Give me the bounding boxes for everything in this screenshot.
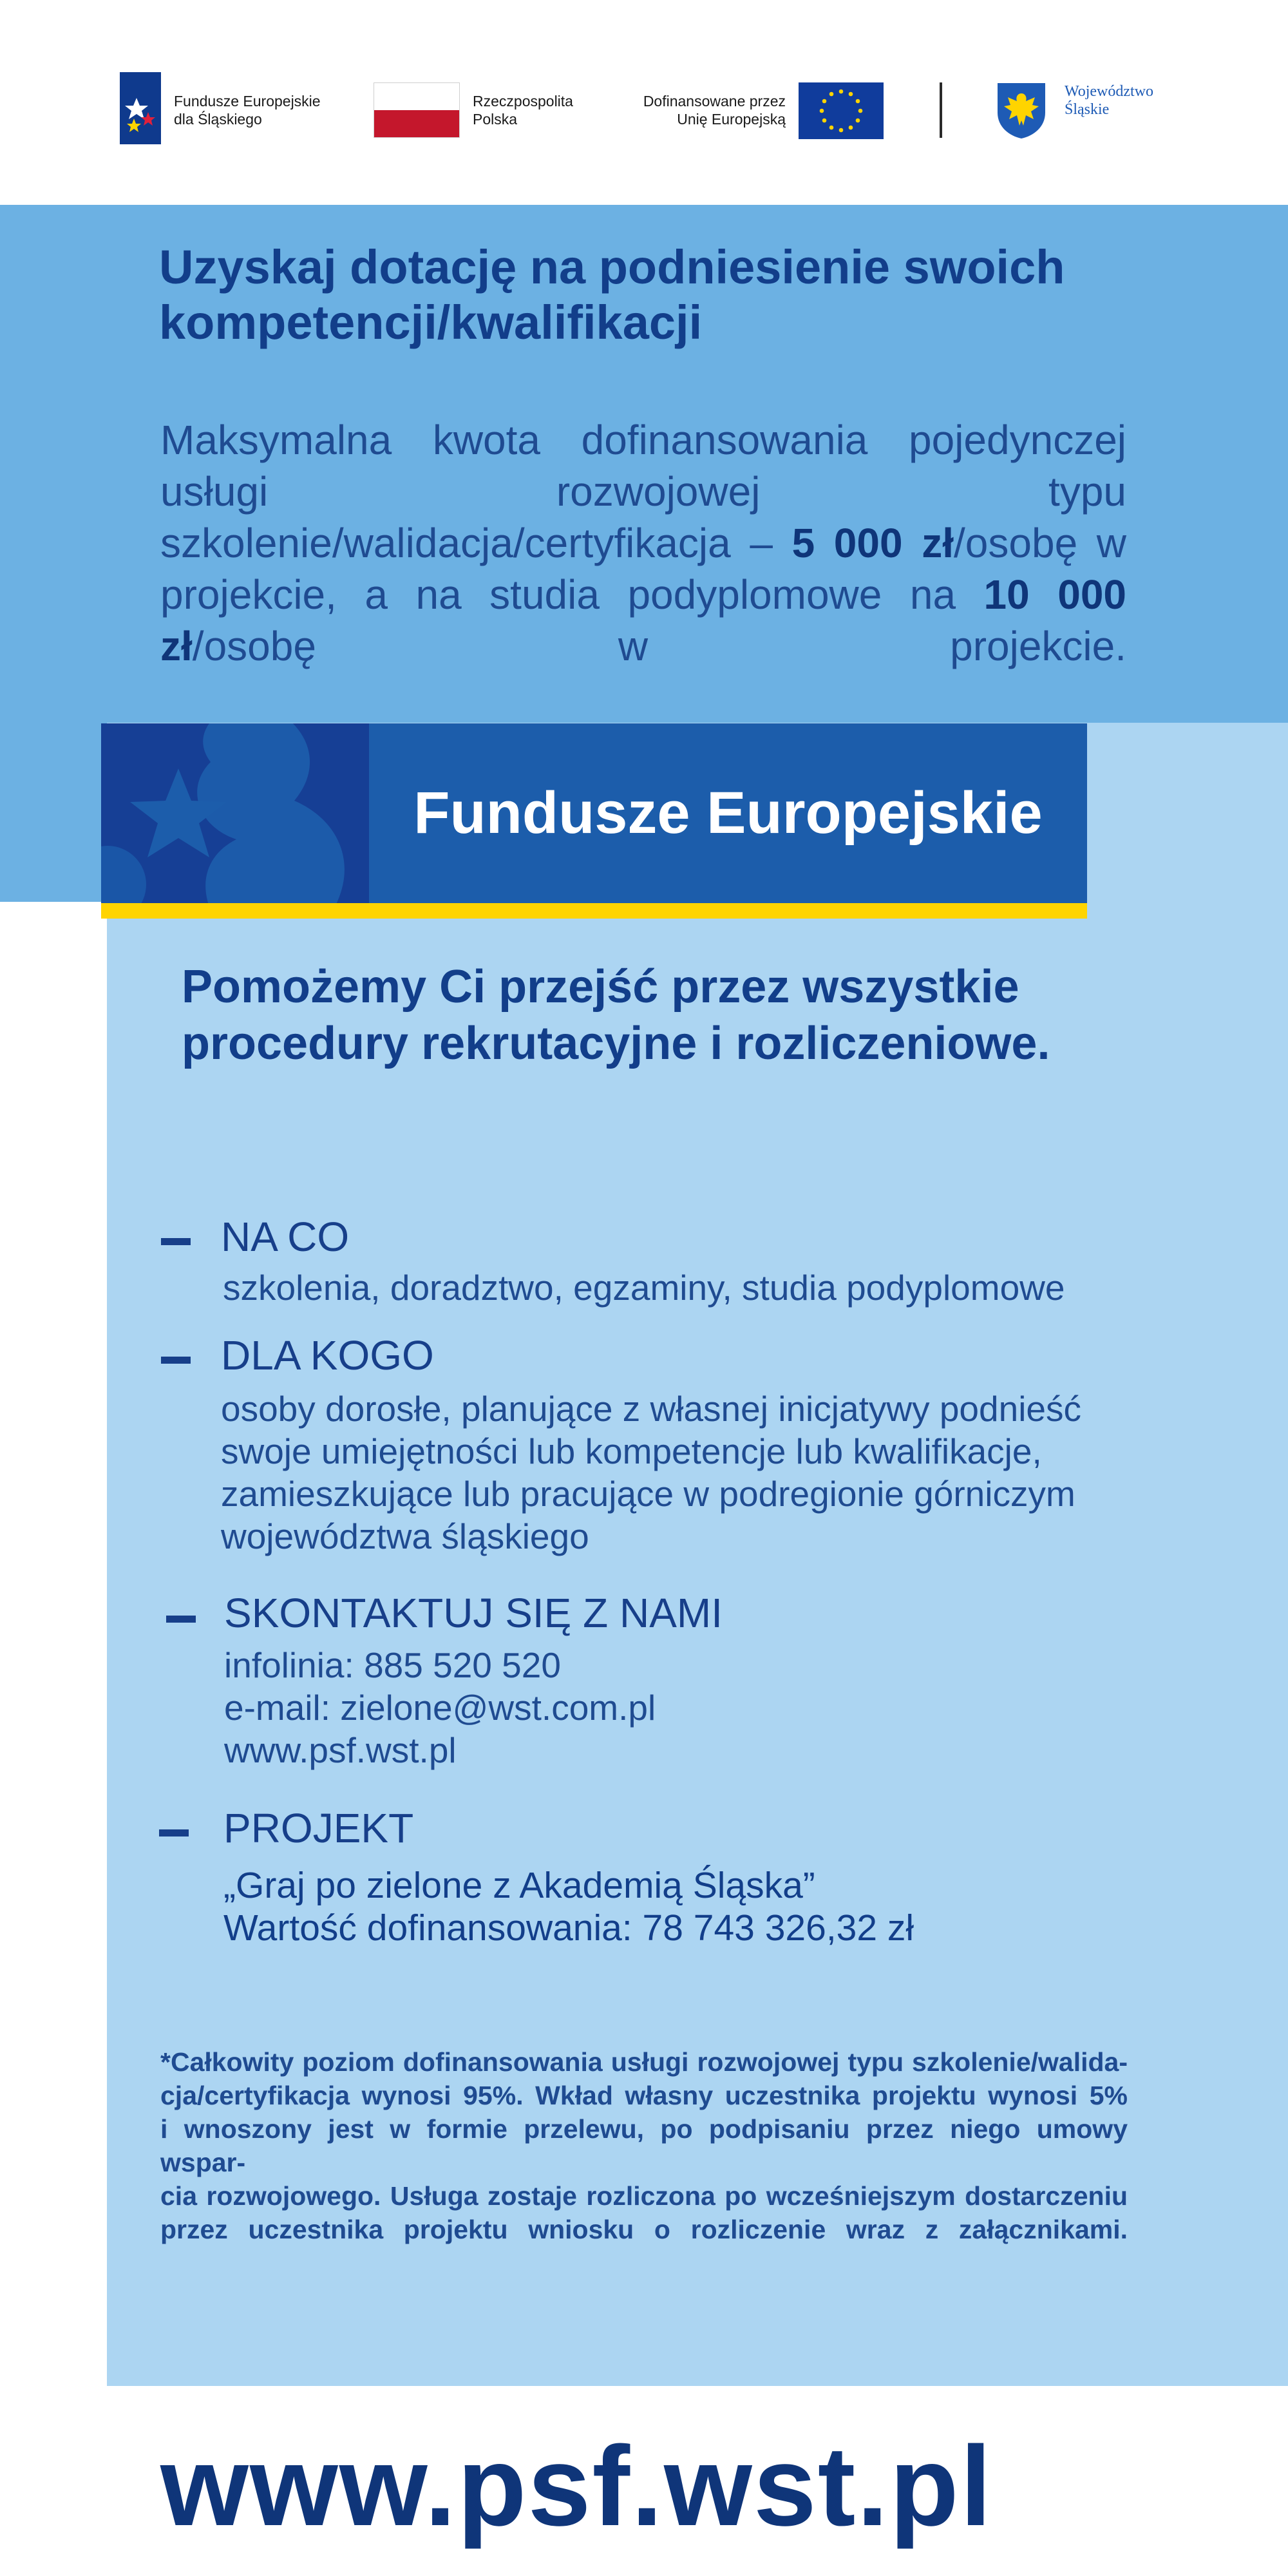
intro-amount-1: 5 000 zł bbox=[791, 520, 954, 566]
headline bbox=[159, 240, 1132, 350]
kontakt-body bbox=[224, 1644, 1177, 1771]
kontakt-dash bbox=[166, 1616, 196, 1623]
intro-amount-2: 10 000 zł bbox=[160, 571, 1127, 669]
fundusze-europejskie-logo-icon bbox=[120, 72, 161, 144]
naco-title: NA CO bbox=[221, 1214, 350, 1260]
dlakogo-line-3: zamieszkujące lub pracujące w podregionie górniczym bbox=[221, 1474, 1075, 1514]
intro-text-1: Maksymalna kwota dofinansowania pojedynczej usługi rozwojowej typu szkolenie/walidacja/certyfikacja – bbox=[160, 417, 1126, 566]
projekt-name: „Graj po zielone z Akademią Śląska” bbox=[223, 1865, 815, 1906]
eu-logo-line-1: Dofinansowane przez bbox=[643, 93, 786, 110]
rp-logo-line-2: Polska bbox=[473, 111, 518, 128]
dlakogo-line-1: osoby dorosłe, planujące z własnej inicjatywy podnieść bbox=[221, 1389, 1082, 1429]
kontakt-phone: infolinia: 885 520 520 bbox=[224, 1645, 561, 1685]
footnote-line-3: i wnoszony jest w formie przelewu, po podpisaniu przez niego umowy wspar- bbox=[160, 2114, 1128, 2177]
footnote bbox=[160, 2045, 1128, 2246]
intro-text-2: /osobę w projekcie, a na studia podyplomowe na bbox=[160, 520, 1127, 618]
projekt-body bbox=[223, 1864, 1177, 1949]
dlakogo-line-2: swoje umiejętności lub kompetencje lub kwalifikacje, bbox=[221, 1431, 1042, 1471]
footnote-line-4: cia rozwojowego. Usługa zostaje rozliczona po wcześniejszym dostarczeniu bbox=[160, 2181, 1128, 2211]
header-logos bbox=[0, 0, 1288, 205]
naco-body bbox=[223, 1266, 1176, 1309]
naco-line-1: szkolenia, doradztwo, egzaminy, studia podyplomowe bbox=[223, 1268, 1065, 1308]
fe-logo-line-1: Fundusze Europejskie bbox=[174, 93, 321, 110]
projekt-dash bbox=[159, 1829, 189, 1837]
rp-logo-line-1: Rzeczpospolita bbox=[473, 93, 573, 110]
region-logo-text bbox=[1065, 82, 1153, 119]
lead-statement bbox=[182, 959, 1148, 1072]
dlakogo-body bbox=[221, 1388, 1174, 1558]
fe-logo-text bbox=[174, 92, 321, 128]
projekt-title: PROJEKT bbox=[223, 1805, 414, 1851]
intro-paragraph bbox=[160, 414, 1126, 672]
lead-line-1: Pomożemy Ci przejść przez wszystkie bbox=[182, 961, 1019, 1013]
dlakogo-line-4: województwa śląskiego bbox=[221, 1516, 589, 1556]
kontakt-email[interactable]: e-mail: zielone@wst.com.pl bbox=[224, 1688, 656, 1728]
region-logo-line-1: Województwo bbox=[1065, 83, 1154, 100]
naco-dash bbox=[161, 1238, 191, 1245]
eu-logo-line-2: Unię Europejską bbox=[677, 111, 786, 128]
logo-separator bbox=[940, 82, 942, 138]
intro-text-3: /osobę w projekcie. bbox=[192, 623, 1126, 669]
headline-line-1: Uzyskaj dotację na podniesienie swoich bbox=[159, 240, 1065, 294]
fe-stars-decoration-icon bbox=[101, 723, 369, 903]
site-url-link[interactable]: www.psf.wst.pl bbox=[160, 2423, 993, 2550]
eu-logo-text bbox=[605, 92, 786, 128]
projekt-value: Wartość dofinansowania: 78 743 326,32 zł bbox=[223, 1907, 914, 1949]
footnote-line-2: cja/certyfikacja wynosi 95%. Wkład własny uczestnika projektu wynosi 5% bbox=[160, 2081, 1128, 2110]
fe-banner-yellow-stripe bbox=[101, 903, 1087, 919]
footnote-line-1: *Całkowity poziom dofinansowania usługi rozwojowej typu szkolenie/walida- bbox=[160, 2047, 1128, 2077]
lead-line-2: procedury rekrutacyjne i rozliczeniowe. bbox=[182, 1018, 1050, 1069]
dlakogo-dash bbox=[161, 1357, 191, 1364]
band-overlap bbox=[0, 723, 107, 902]
region-logo-line-2: Śląskie bbox=[1065, 101, 1110, 118]
silesia-eagle-crest-icon bbox=[995, 81, 1048, 140]
fe-logo-line-2: dla Śląskiego bbox=[174, 111, 262, 128]
kontakt-title: SKONTAKTUJ SIĘ Z NAMI bbox=[224, 1590, 723, 1636]
eu-flag-icon bbox=[799, 82, 884, 139]
fe-banner-title: Fundusze Europejskie bbox=[413, 780, 1043, 846]
footnote-line-5: przez uczestnika projektu wniosku o rozliczenie wraz z załącznikami. bbox=[160, 2215, 1128, 2244]
rp-logo-text bbox=[473, 92, 573, 128]
dlakogo-title: DLA KOGO bbox=[221, 1332, 434, 1379]
kontakt-website[interactable]: www.psf.wst.pl bbox=[224, 1730, 457, 1770]
poland-flag-icon bbox=[374, 82, 460, 138]
headline-line-2: kompetencji/kwalifikacji bbox=[159, 296, 703, 349]
